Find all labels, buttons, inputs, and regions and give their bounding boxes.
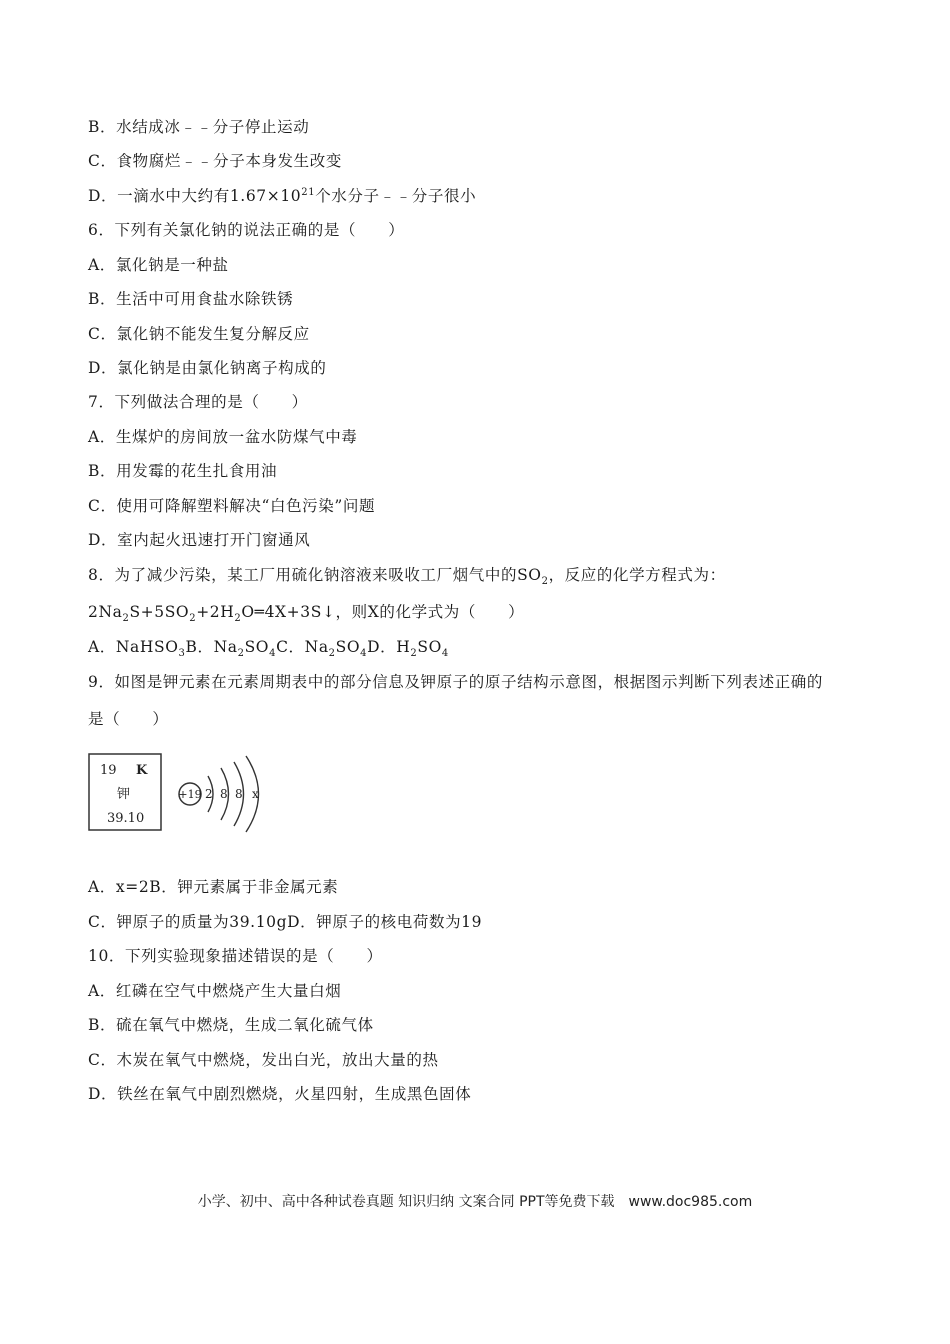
subscript: 2: [541, 576, 549, 588]
text-part: SO: [244, 638, 270, 656]
potassium-figure: [88, 752, 288, 834]
subscript: 4: [441, 648, 449, 660]
option-line: C．氯化钠不能发生复分解反应: [88, 325, 310, 343]
option-line: C．木炭在氧气中燃烧，发出白光，放出大量的热: [88, 1051, 439, 1069]
subscript: 2: [234, 613, 242, 625]
subscript: 4: [360, 648, 368, 660]
option-line: B．硫在氧气中燃烧，生成二氧化硫气体: [88, 1016, 374, 1034]
subscript: 3: [178, 648, 186, 660]
option-line: A．红磷在空气中燃烧产生大量白烟: [88, 982, 342, 1000]
text-part: B．Na: [185, 638, 238, 656]
atomic-mass: 39.10: [107, 811, 145, 826]
shell-electrons: 8: [220, 787, 228, 801]
question-9-cont: 是（ ）: [88, 710, 169, 728]
element-name: 钾: [117, 787, 131, 802]
option-line: D．室内起火迅速打开门窗通风: [88, 531, 311, 549]
subscript: 4: [269, 648, 277, 660]
element-symbol: K: [136, 763, 148, 778]
text-part: ，反应的化学方程式为：: [548, 566, 726, 584]
question-7: 7．下列做法合理的是（ ）: [88, 393, 308, 411]
question-6: 6．下列有关氯化钠的说法正确的是（ ）: [88, 221, 405, 239]
option-line: B．水结成冰﹣﹣分子停止运动: [88, 118, 310, 136]
option-line: C．食物腐烂﹣﹣分子本身发生改变: [88, 152, 342, 170]
text-part: 8．为了减少污染，某工厂用硫化钠溶液来吸收工厂烟气中的SO: [88, 566, 542, 584]
text-part: SO: [417, 638, 442, 656]
text-part: 个水分子﹣﹣分子很小: [315, 187, 477, 205]
option-line: A．氯化钠是一种盐: [88, 256, 229, 274]
subscript: 2: [122, 613, 130, 625]
text-part: +2H: [196, 603, 235, 621]
page-footer: 小学、初中、高中各种试卷真题 知识归纳 文案合同 PPT等免费下载 www.doc985.com: [197, 1194, 753, 1210]
shell-electrons: 2: [205, 787, 213, 801]
subscript: 2: [328, 648, 336, 660]
question-10: 10．下列实验现象描述错误的是（ ）: [88, 947, 383, 965]
subscript: 2: [410, 648, 418, 660]
text-part: SO: [335, 638, 361, 656]
atomic-number: 19: [100, 763, 117, 778]
option-line: A．x=2B．钾元素属于非金属元素: [88, 878, 339, 896]
text-part: 2Na: [88, 603, 123, 621]
option-line: [88, 186, 476, 206]
option-line: B．用发霉的花生扎食用油: [88, 462, 278, 480]
text-part: D．一滴水中大约有1.67×10: [88, 187, 302, 205]
text-part: D．H: [367, 638, 411, 656]
text-part: C．Na: [276, 638, 329, 656]
subscript: 2: [189, 613, 197, 625]
shell-electrons: 8: [235, 787, 243, 801]
shell-electrons: x: [252, 787, 259, 801]
nucleus-charge: +19: [178, 788, 202, 801]
text-part: S+5SO: [129, 603, 190, 621]
option-line: D．氯化钠是由氯化钠离子构成的: [88, 359, 327, 377]
text-part: O═4X+3S↓，则X的化学式为（ ）: [241, 603, 525, 621]
question-8: [88, 565, 726, 588]
superscript: 21: [301, 186, 316, 198]
equation-line: [88, 602, 525, 625]
option-line: C．钾原子的质量为39.10gD．钾原子的核电荷数为19: [88, 913, 483, 931]
option-line: B．生活中可用食盐水除铁锈: [88, 290, 294, 308]
subscript: 2: [237, 648, 245, 660]
option-line: D．铁丝在氧气中剧烈燃烧，火星四射，生成黑色固体: [88, 1085, 472, 1103]
option-line: C．使用可降解塑料解决“白色污染”问题: [88, 497, 376, 515]
option-line: [88, 637, 449, 660]
text-part: A．NaHSO: [88, 638, 179, 656]
question-9: 9．如图是钾元素在元素周期表中的部分信息及钾原子的原子结构示意图，根据图示判断下列表述正确的: [88, 673, 823, 691]
option-line: A．生煤炉的房间放一盆水防煤气中毒: [88, 428, 358, 446]
